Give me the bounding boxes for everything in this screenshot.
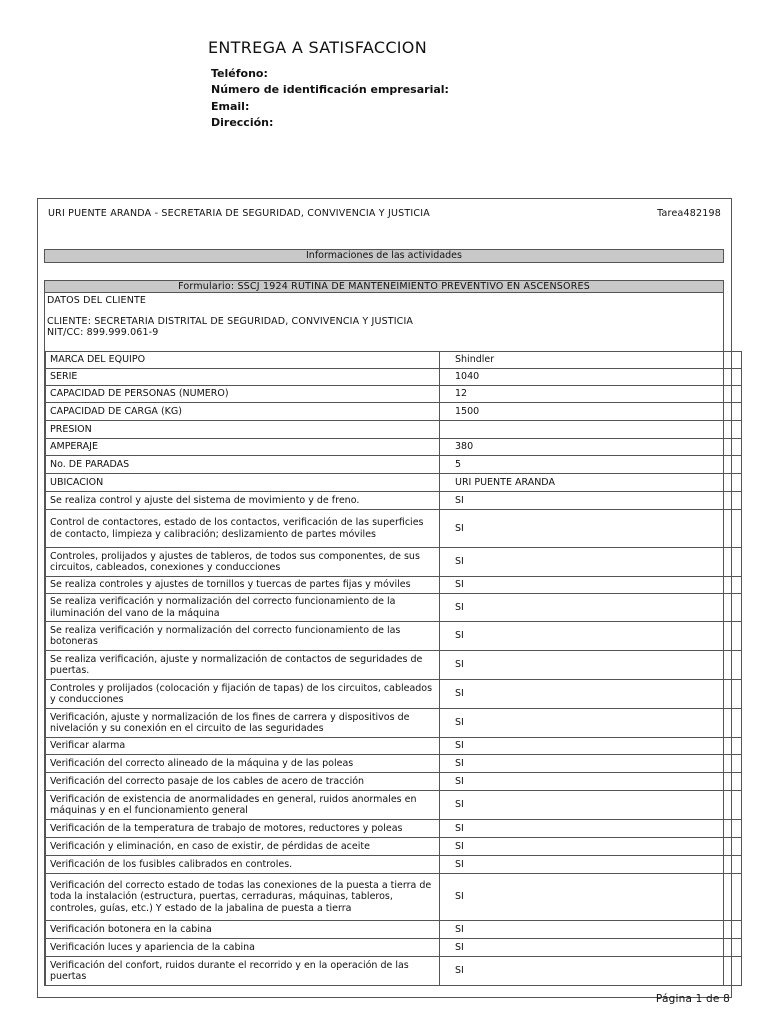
row-value: SI [440,856,742,874]
table-row [46,369,742,386]
row-label: Verificar alarma [46,738,440,755]
row-label: Verificación del correcto estado de todas las conexiones de la puesta a tierra de toda la instalación (estructura, puertas, cerraduras, máquinas, tableros, controles, guías, etc.) Y estado de la jabalina de puesta a tierra [46,874,440,921]
table-row [46,856,742,874]
table-row [46,680,742,709]
row-label: Se realiza controles y ajustes de tornillos y tuercas de partes fijas y móviles [46,577,440,594]
table-row [46,838,742,856]
row-label: Verificación del correcto pasaje de los cables de acero de tracción [46,773,440,791]
table-row [46,594,742,622]
row-value: SI [440,820,742,838]
row-label: No. DE PARADAS [46,456,440,474]
page-number: Página 1 de 8 [655,993,730,1005]
row-value: SI [440,492,742,510]
table-row [46,738,742,755]
row-label: Se realiza verificación, ajuste y normalización de contactos de seguridades de puertas. [46,651,440,680]
row-value: SI [440,651,742,680]
row-label: Se realiza verificación y normalización del correcto funcionamiento de la iluminación del vano de la máquina [46,594,440,622]
table-row [46,651,742,680]
org-name: URI PUENTE ARANDA - SECRETARIA DE SEGURIDAD, CONVIVENCIA Y JUSTICIA [48,208,430,219]
table-row [46,439,742,456]
row-label: Verificación del correcto alineado de la máquina y de las poleas [46,755,440,773]
row-value [440,421,742,439]
row-label: Verificación de la temperatura de trabajo de motores, reductores y poleas [46,820,440,838]
table-row [46,577,742,594]
form-title-bar: Formulario: SSCJ 1924 RUTINA DE MANTENEIMIENTO PREVENTIVO EN ASCENSORES [44,280,724,293]
row-label: Verificación de los fusibles calibrados en controles. [46,856,440,874]
table-row [46,456,742,474]
row-value: 1500 [440,403,742,421]
address-label: Dirección: [211,115,274,129]
table-row [46,874,742,921]
row-label: PRESION [46,421,440,439]
row-value: SI [440,773,742,791]
table-row [46,820,742,838]
phone-label: Teléfono: [211,67,268,80]
task-id: Tarea482198 [657,208,721,219]
row-label: Verificación y eliminación, en caso de existir, de pérdidas de aceite [46,838,440,856]
nit-label: Número de identificación empresarial: [211,83,449,97]
table-row [46,474,742,492]
table-row [46,421,742,439]
row-value: URI PUENTE ARANDA [440,474,742,492]
table-row [46,510,742,548]
row-label: Controles y prolijados (colocación y fijación de tapas) de los circuitos, cableados y conducciones [46,680,440,709]
row-label: SERIE [46,369,440,386]
row-value: SI [440,577,742,594]
contact-info [211,66,449,131]
row-label: Verificación botonera en la cabina [46,921,440,939]
row-value: 5 [440,456,742,474]
table-row [46,352,742,369]
row-value: SI [440,510,742,548]
org-line [48,208,721,219]
row-label: UBICACION [46,474,440,492]
client-heading: DATOS DEL CLIENTE [47,295,147,306]
page-title: ENTREGA A SATISFACCION [208,38,427,57]
row-value: 380 [440,439,742,456]
row-value: Shindler [440,352,742,369]
row-value: SI [440,957,742,986]
table-row [46,755,742,773]
row-value: SI [440,709,742,738]
row-label: Control de contactores, estado de los contactos, verificación de las superficies de contacto, limpieza y calibración; deslizamiento de partes móviles [46,510,440,548]
row-value: 12 [440,386,742,403]
row-label: CAPACIDAD DE CARGA (KG) [46,403,440,421]
table-row [46,921,742,939]
row-value: SI [440,791,742,820]
table-row [46,957,742,986]
row-label: Verificación del confort, ruidos durante el recorrido y en la operación de las puertas [46,957,440,986]
row-value: SI [440,548,742,577]
section-header: Informaciones de las actividades [44,249,724,263]
table-row [46,939,742,957]
row-label: CAPACIDAD DE PERSONAS (NUMERO) [46,386,440,403]
client-name: CLIENTE: SECRETARIA DISTRITAL DE SEGURIDAD, CONVIVENCIA Y JUSTICIA [47,316,414,327]
checklist-table [45,351,742,986]
row-label: Se realiza verificación y normalización del correcto funcionamiento de las botoneras [46,622,440,651]
row-label: Verificación de existencia de anormalidades en general, ruidos anormales en máquinas y en el funcionamiento general [46,791,440,820]
table-row [46,773,742,791]
row-value: SI [440,594,742,622]
client-info [47,295,717,338]
row-value: SI [440,738,742,755]
row-label: MARCA DEL EQUIPO [46,352,440,369]
row-value: SI [440,680,742,709]
table-row [46,492,742,510]
client-nit: NIT/CC: 899.999.061-9 [47,327,159,338]
row-value: SI [440,838,742,856]
email-label: Email: [211,99,250,113]
row-value: SI [440,874,742,921]
table-row [46,548,742,577]
row-label: Se realiza control y ajuste del sistema de movimiento y de freno. [46,492,440,510]
row-value: SI [440,921,742,939]
row-label: Controles, prolijados y ajustes de tableros, de todos sus componentes, de sus circuitos, cableados, conexiones y conducciones [46,548,440,577]
row-value: SI [440,939,742,957]
table-row [46,709,742,738]
row-value: SI [440,755,742,773]
table-row [46,403,742,421]
table-row [46,622,742,651]
row-value: SI [440,622,742,651]
table-row [46,386,742,403]
row-label: Verificación, ajuste y normalización de los fines de carrera y dispositivos de nivelación y su conexión en el circuito de las seguridades [46,709,440,738]
row-label: Verificación luces y apariencia de la cabina [46,939,440,957]
row-value: 1040 [440,369,742,386]
table-row [46,791,742,820]
row-label: AMPERAJE [46,439,440,456]
